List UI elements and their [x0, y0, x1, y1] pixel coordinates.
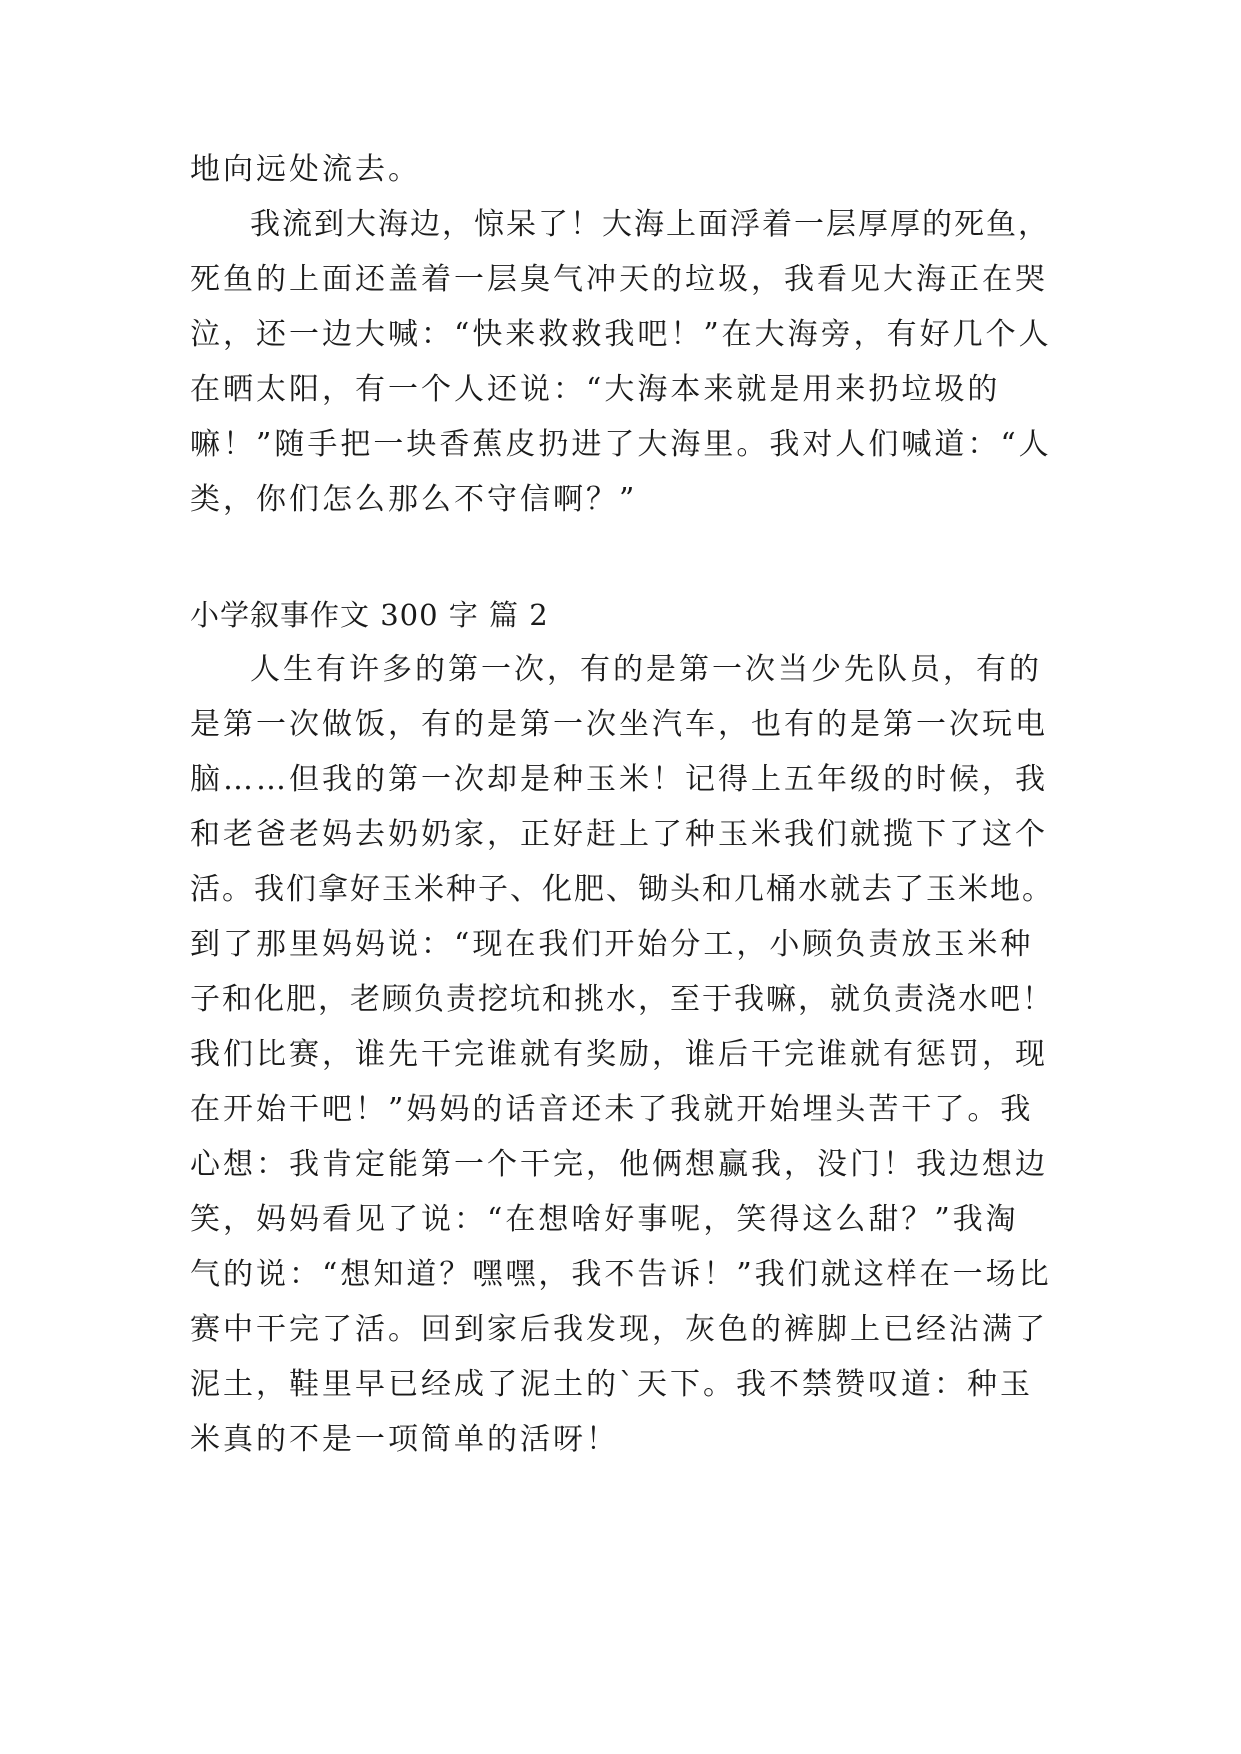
- paragraph-line: 心想：我肯定能第一个干完，他俩想赢我，没门！我边想边: [190, 1147, 1048, 1182]
- paragraph-line: 子和化肥，老顾负责挖坑和挑水，至于我嘛，就负责浇水吧！: [190, 982, 1054, 1017]
- paragraph-line: 人生有许多的第一次，有的是第一次当少先队员，有的: [250, 652, 1042, 687]
- paragraph-line: 赛中干完了活。回到家后我发现，灰色的裤脚上已经沾满了: [190, 1312, 1048, 1347]
- paragraph-line: 是第一次做饭，有的是第一次坐汽车，也有的是第一次玩电: [190, 707, 1048, 742]
- paragraph-line: 我流到大海边，惊呆了！大海上面浮着一层厚厚的死鱼，: [250, 207, 1050, 242]
- paragraph-line: 在晒太阳，有一个人还说：“大海本来就是用来扔垃圾的: [190, 372, 1001, 407]
- paragraph-line: 泣，还一边大喊：“快来救救我吧！”在大海旁，有好几个人: [190, 317, 1052, 352]
- paragraph-line: 嘛！”随手把一块香蕉皮扔进了大海里。我对人们喊道：“人: [190, 427, 1052, 462]
- paragraph-line: 脑……但我的第一次却是种玉米！记得上五年级的时候，我: [190, 762, 1048, 797]
- paragraph-line: 笑，妈妈看见了说：“在想啥好事呢，笑得这么甜？”我淘: [190, 1202, 1019, 1237]
- paragraph-line: 我们比赛，谁先干完谁就有奖励，谁后干完谁就有惩罚，现: [190, 1037, 1048, 1072]
- paragraph-line: 和老爸老妈去奶奶家，正好赶上了种玉米我们就揽下了这个: [190, 817, 1048, 852]
- paragraph-line: 在开始干吧！”妈妈的话音还未了我就开始埋头苦干了。我: [190, 1092, 1034, 1127]
- paragraph-line: 泥土，鞋里早已经成了泥土的`天下。我不禁赞叹道：种玉: [190, 1367, 1033, 1402]
- paragraph-line: 气的说：“想知道？嘿嘿，我不告诉！”我们就这样在一场比: [190, 1257, 1052, 1292]
- paragraph-line: 地向远处流去。: [190, 152, 421, 187]
- paragraph-line: 死鱼的上面还盖着一层臭气冲天的垃圾，我看见大海正在哭: [190, 262, 1048, 297]
- section-heading: 小学叙事作文 300 字 篇 2: [190, 598, 549, 632]
- paragraph-line: 类，你们怎么那么不守信啊？”: [190, 482, 638, 517]
- paragraph-line: 到了那里妈妈说：“现在我们开始分工，小顾负责放玉米种: [190, 927, 1034, 962]
- paragraph-line: 米真的不是一项简单的活呀！: [190, 1422, 619, 1457]
- paragraph-line: 活。我们拿好玉米种子、化肥、锄头和几桶水就去了玉米地。: [190, 872, 1054, 907]
